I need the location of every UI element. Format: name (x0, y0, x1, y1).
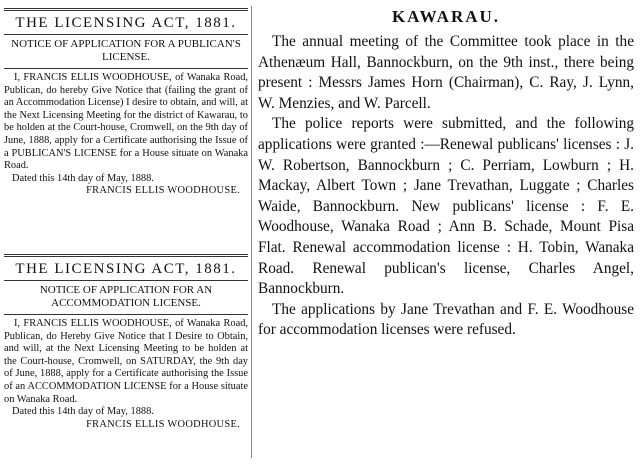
column-divider (251, 6, 252, 458)
accommodation-license-notice (4, 252, 248, 458)
notice-signature: FRANCIS ELLIS WOODHOUSE. (86, 185, 240, 197)
article-paragraph: The applications by Jane Trevathan and F. E. Woodhouse for accommodation licenses were refused. (258, 300, 634, 339)
subheading-rule (4, 68, 248, 69)
article-paragraph: The annual meeting of the Committee took place in the Athenæum Hall, Bannockburn, on the 9th inst., there being present : Messrs James Horn (Chairman), C. Ray, J. Lynn, W. Menzies, and W. Parcell. (258, 33, 634, 112)
top-rule (4, 8, 248, 11)
subheading-rule (4, 314, 248, 315)
notice-subheading: NOTICE OF APPLICATION FOR A PUBLICAN'S LICENSE. (11, 38, 241, 63)
notice-date: Dated this 14th day of May, 1888. (12, 172, 154, 184)
article-headline: KAWARAU. (391, 7, 501, 26)
title-rule (4, 280, 248, 281)
notice-body: I, FRANCIS ELLIS WOODHOUSE, of Wanaka Road, Publican, do hereby Give Notice that (failing the grant of an Accommodation License) I desire to obtain, and will, at the Next Licensing Meeting for the district of Kawarau, to be holden at the Court-house, Cromwell, on the 9th day of June, 1888, apply for a Certificate authorising the Issue of a PUBLICAN'S LICENSE for a House situate on Wanaka Road. (4, 72, 248, 172)
advertisements-column (4, 6, 248, 458)
notice-signature: FRANCIS ELLIS WOODHOUSE. (86, 418, 240, 430)
notice-body: I, FRANCIS ELLIS WOODHOUSE, of Wanaka Road, Publican, do Hereby Give Notice that I Desire to Obtain, and will, at the Next Licensing Meeting to be holden at the Court-house, Cromwell, on SATURDAY, the 9th day of June, 1888, apply for a Certificate authorising the Issue of an ACCOMMODATION LICENSE for a House situate on Wanaka Road. (4, 318, 248, 405)
notice-title: THE LICENSING ACT, 1881. (15, 15, 237, 31)
publicans-license-notice (4, 6, 248, 246)
news-column (258, 6, 634, 458)
article-paragraph: The police reports were submitted, and the following applications were granted :—Renewal publicans' licenses : J. W. Robertson, Bannockburn ; C. Perriam, Lowburn ; H. Mackay, Albert Town ; Jane Trevathan, Luggate ; Charles Waide, Bannockburn. New publicans' license : F. E. Woodhouse, Wanaka Road ; Ann B. Schade, Mount Pisa Flat. Renewal accommodation license : H. Tobin, Wanaka Road. Renewal publican's license, Charles Angel, Bannockburn. (258, 115, 634, 298)
notice-title: THE LICENSING ACT, 1881. (15, 261, 237, 277)
top-rule (4, 254, 248, 257)
notice-date: Dated this 14th day of May, 1888. (12, 406, 154, 418)
title-rule (4, 34, 248, 35)
notice-subheading: NOTICE OF APPLICATION FOR AN ACCOMMODATION LICENSE. (39, 284, 213, 309)
